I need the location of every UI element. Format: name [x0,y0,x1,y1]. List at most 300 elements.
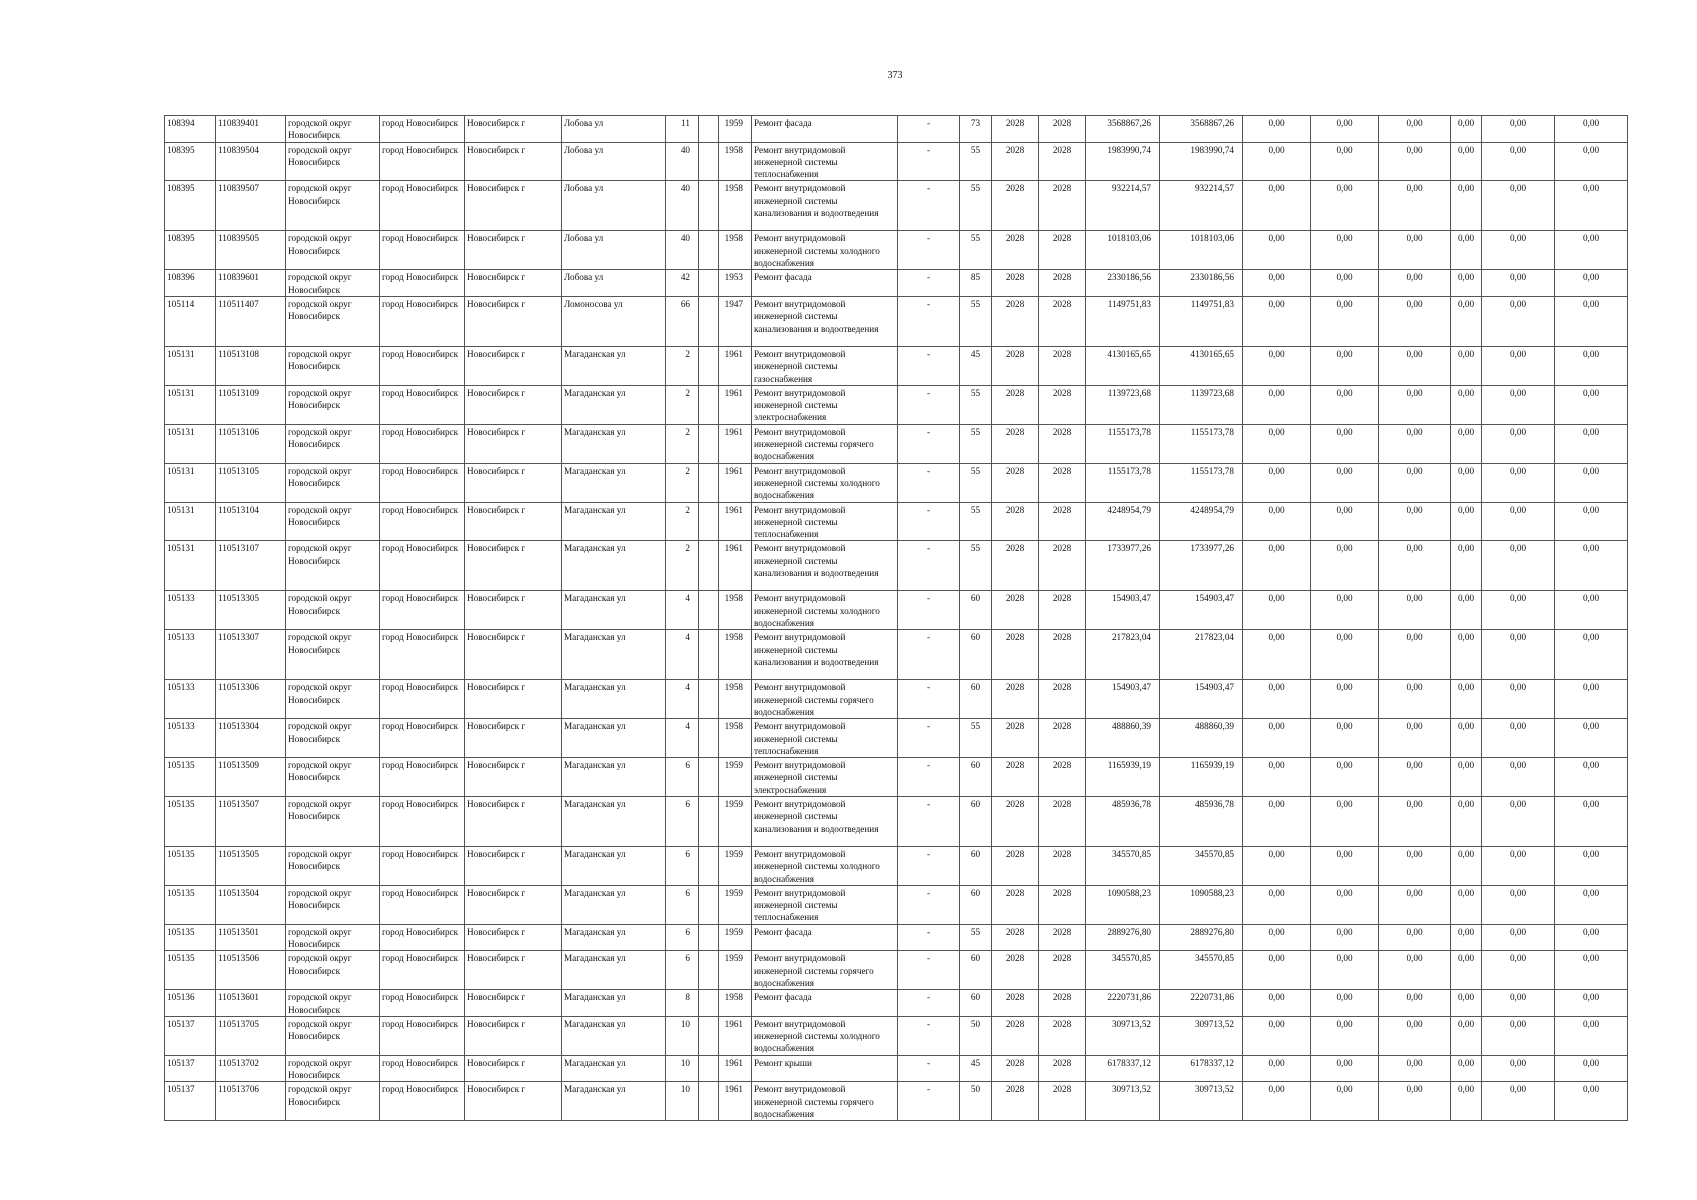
cell-wear-percent: 55 [960,296,992,346]
cell-plan-year-end: 2028 [1039,1055,1086,1082]
cell-municipal-district: городской округ Новосибирск [286,541,380,591]
cell-house-number: 42 [666,270,699,297]
cell-work-type: Ремонт внутридомовой инженерной системы холодного водоснабжения [752,591,898,630]
cell-reserve-funds: 0,00 [1555,885,1628,924]
cell-wear-percent: 60 [960,758,992,797]
cell-owner-funds: 0,00 [1451,346,1482,385]
cell-regional-funds: 0,00 [1311,502,1379,541]
cell-other-funds: 0,00 [1482,719,1555,758]
table-row [165,463,1628,502]
cell-plan-year-end: 2028 [1039,630,1086,680]
cell-building-id: 105131 [165,346,216,385]
cell-building-id: 105135 [165,796,216,846]
cell-regional-funds: 0,00 [1311,630,1379,680]
cell-plan-year-start: 2028 [992,296,1039,346]
cell-build-year: 1961 [719,541,752,591]
cell-regional-funds: 0,00 [1311,270,1379,297]
cell-street: Магаданская ул [562,591,666,630]
cell-settlement: город Новосибирск [380,142,465,181]
cell-total-cost: 488860,39 [1086,719,1160,758]
cell-plan-year-start: 2028 [992,270,1039,297]
cell-other-funds: 0,00 [1482,630,1555,680]
table-row [165,796,1628,846]
cell-building-letter [699,680,719,719]
cell-regional-funds: 0,00 [1311,796,1379,846]
cell-regional-fund-cost: 2220731,86 [1160,990,1243,1017]
table-row [165,502,1628,541]
table-body [165,116,1628,1121]
cell-building-id: 105114 [165,296,216,346]
cell-plan-year-start: 2028 [992,951,1039,990]
cell-other-funds: 0,00 [1482,680,1555,719]
cell-house-number: 6 [666,796,699,846]
cell-building-id: 105133 [165,591,216,630]
cell-build-year: 1959 [719,758,752,797]
cell-street: Магаданская ул [562,951,666,990]
cell-locality: Новосибирск г [465,1055,562,1082]
cell-regional-funds: 0,00 [1311,951,1379,990]
cell-regional-funds: 0,00 [1311,990,1379,1017]
cell-plan-year-start: 2028 [992,424,1039,463]
cell-program-id: 110513108 [216,346,286,385]
cell-street: Магаданская ул [562,885,666,924]
cell-municipal-district: городской округ Новосибирск [286,951,380,990]
cell-building-letter [699,181,719,231]
cell-build-year: 1958 [719,630,752,680]
cell-wear-percent: 45 [960,346,992,385]
cell-municipal-district: городской округ Новосибирск [286,924,380,951]
cell-locality: Новосибирск г [465,270,562,297]
cell-dash: - [898,591,960,630]
cell-plan-year-end: 2028 [1039,116,1086,143]
table-row [165,1082,1628,1121]
cell-build-year: 1961 [719,1055,752,1082]
cell-regional-funds: 0,00 [1311,346,1379,385]
cell-dash: - [898,181,960,231]
cell-wear-percent: 60 [960,951,992,990]
cell-owner-funds: 0,00 [1451,951,1482,990]
cell-house-number: 4 [666,680,699,719]
cell-plan-year-start: 2028 [992,591,1039,630]
cell-regional-funds: 0,00 [1311,758,1379,797]
cell-total-cost: 1139723,68 [1086,385,1160,424]
cell-build-year: 1953 [719,270,752,297]
cell-plan-year-start: 2028 [992,1016,1039,1055]
cell-plan-year-start: 2028 [992,142,1039,181]
cell-regional-funds: 0,00 [1311,142,1379,181]
table-row [165,541,1628,591]
cell-work-type: Ремонт фасада [752,990,898,1017]
cell-municipal-district: городской округ Новосибирск [286,424,380,463]
cell-local-funds: 0,00 [1379,796,1451,846]
cell-house-number: 2 [666,502,699,541]
cell-reserve-funds: 0,00 [1555,680,1628,719]
cell-plan-year-start: 2028 [992,885,1039,924]
cell-work-type: Ремонт внутридомовой инженерной системы канализования и водоотведения [752,296,898,346]
cell-reserve-funds: 0,00 [1555,296,1628,346]
cell-dash: - [898,116,960,143]
cell-municipal-district: городской округ Новосибирск [286,680,380,719]
cell-regional-funds: 0,00 [1311,719,1379,758]
cell-municipal-district: городской округ Новосибирск [286,1055,380,1082]
cell-total-cost: 6178337,12 [1086,1055,1160,1082]
cell-owner-funds: 0,00 [1451,231,1482,270]
cell-build-year: 1958 [719,591,752,630]
cell-federal-funds: 0,00 [1243,846,1311,885]
cell-work-type: Ремонт внутридомовой инженерной системы холодного водоснабжения [752,846,898,885]
cell-building-id: 105135 [165,951,216,990]
cell-plan-year-end: 2028 [1039,424,1086,463]
cell-regional-funds: 0,00 [1311,846,1379,885]
cell-plan-year-end: 2028 [1039,796,1086,846]
cell-work-type: Ремонт внутридомовой инженерной системы горячего водоснабжения [752,680,898,719]
cell-local-funds: 0,00 [1379,346,1451,385]
cell-building-id: 105131 [165,502,216,541]
cell-work-type: Ремонт внутридомовой инженерной системы теплоснабжения [752,885,898,924]
cell-reserve-funds: 0,00 [1555,1016,1628,1055]
cell-reserve-funds: 0,00 [1555,1082,1628,1121]
cell-building-id: 105137 [165,1082,216,1121]
cell-building-id: 105131 [165,424,216,463]
cell-other-funds: 0,00 [1482,951,1555,990]
table-row [165,846,1628,885]
cell-municipal-district: городской округ Новосибирск [286,502,380,541]
cell-local-funds: 0,00 [1379,541,1451,591]
cell-wear-percent: 55 [960,541,992,591]
cell-building-letter [699,270,719,297]
cell-house-number: 2 [666,385,699,424]
cell-locality: Новосибирск г [465,541,562,591]
cell-work-type: Ремонт внутридомовой инженерной системы теплоснабжения [752,502,898,541]
cell-owner-funds: 0,00 [1451,424,1482,463]
cell-locality: Новосибирск г [465,1082,562,1121]
table-row [165,591,1628,630]
cell-regional-fund-cost: 1139723,68 [1160,385,1243,424]
cell-owner-funds: 0,00 [1451,502,1482,541]
cell-locality: Новосибирск г [465,591,562,630]
cell-build-year: 1959 [719,924,752,951]
cell-plan-year-end: 2028 [1039,924,1086,951]
cell-regional-fund-cost: 1149751,83 [1160,296,1243,346]
cell-street: Лобова ул [562,231,666,270]
cell-building-id: 105133 [165,630,216,680]
cell-plan-year-end: 2028 [1039,990,1086,1017]
cell-reserve-funds: 0,00 [1555,385,1628,424]
cell-federal-funds: 0,00 [1243,346,1311,385]
cell-municipal-district: городской округ Новосибирск [286,385,380,424]
cell-building-id: 105137 [165,1016,216,1055]
cell-owner-funds: 0,00 [1451,885,1482,924]
cell-plan-year-end: 2028 [1039,181,1086,231]
cell-settlement: город Новосибирск [380,758,465,797]
cell-reserve-funds: 0,00 [1555,424,1628,463]
cell-owner-funds: 0,00 [1451,1055,1482,1082]
cell-building-letter [699,924,719,951]
cell-settlement: город Новосибирск [380,924,465,951]
cell-other-funds: 0,00 [1482,924,1555,951]
cell-regional-funds: 0,00 [1311,591,1379,630]
cell-reserve-funds: 0,00 [1555,116,1628,143]
table-row [165,181,1628,231]
cell-plan-year-start: 2028 [992,680,1039,719]
cell-locality: Новосибирск г [465,951,562,990]
cell-settlement: город Новосибирск [380,296,465,346]
cell-owner-funds: 0,00 [1451,296,1482,346]
cell-settlement: город Новосибирск [380,1016,465,1055]
cell-total-cost: 1149751,83 [1086,296,1160,346]
cell-reserve-funds: 0,00 [1555,463,1628,502]
cell-municipal-district: городской округ Новосибирск [286,719,380,758]
cell-federal-funds: 0,00 [1243,758,1311,797]
cell-work-type: Ремонт внутридомовой инженерной системы электроснабжения [752,758,898,797]
cell-dash: - [898,630,960,680]
cell-build-year: 1959 [719,885,752,924]
cell-settlement: город Новосибирск [380,719,465,758]
cell-regional-fund-cost: 345570,85 [1160,846,1243,885]
cell-build-year: 1959 [719,951,752,990]
cell-reserve-funds: 0,00 [1555,796,1628,846]
cell-regional-funds: 0,00 [1311,1082,1379,1121]
cell-local-funds: 0,00 [1379,680,1451,719]
cell-municipal-district: городской округ Новосибирск [286,591,380,630]
cell-dash: - [898,796,960,846]
cell-municipal-district: городской округ Новосибирск [286,463,380,502]
cell-locality: Новосибирск г [465,231,562,270]
cell-municipal-district: городской округ Новосибирск [286,758,380,797]
cell-wear-percent: 55 [960,502,992,541]
cell-work-type: Ремонт внутридомовой инженерной системы канализования и водоотведения [752,796,898,846]
cell-wear-percent: 50 [960,1016,992,1055]
cell-work-type: Ремонт внутридомовой инженерной системы холодного водоснабжения [752,231,898,270]
cell-locality: Новосибирск г [465,630,562,680]
cell-other-funds: 0,00 [1482,796,1555,846]
table-row [165,924,1628,951]
cell-settlement: город Новосибирск [380,990,465,1017]
cell-house-number: 40 [666,181,699,231]
cell-other-funds: 0,00 [1482,424,1555,463]
cell-federal-funds: 0,00 [1243,463,1311,502]
cell-building-id: 105133 [165,719,216,758]
cell-regional-fund-cost: 217823,04 [1160,630,1243,680]
cell-owner-funds: 0,00 [1451,541,1482,591]
table-row [165,1016,1628,1055]
cell-house-number: 6 [666,846,699,885]
cell-program-id: 110513306 [216,680,286,719]
cell-total-cost: 932214,57 [1086,181,1160,231]
cell-building-id: 105131 [165,463,216,502]
cell-street: Магаданская ул [562,541,666,591]
cell-municipal-district: городской округ Новосибирск [286,116,380,143]
cell-regional-fund-cost: 488860,39 [1160,719,1243,758]
cell-program-id: 110513307 [216,630,286,680]
cell-house-number: 6 [666,885,699,924]
cell-plan-year-end: 2028 [1039,951,1086,990]
cell-owner-funds: 0,00 [1451,796,1482,846]
cell-other-funds: 0,00 [1482,541,1555,591]
cell-locality: Новосибирск г [465,463,562,502]
table-row [165,680,1628,719]
cell-regional-fund-cost: 4130165,65 [1160,346,1243,385]
cell-street: Магаданская ул [562,990,666,1017]
cell-building-id: 108394 [165,116,216,143]
cell-plan-year-end: 2028 [1039,1082,1086,1121]
cell-regional-funds: 0,00 [1311,296,1379,346]
cell-owner-funds: 0,00 [1451,758,1482,797]
cell-settlement: город Новосибирск [380,630,465,680]
cell-house-number: 2 [666,424,699,463]
cell-regional-funds: 0,00 [1311,424,1379,463]
cell-building-id: 105131 [165,385,216,424]
cell-regional-fund-cost: 4248954,79 [1160,502,1243,541]
cell-dash: - [898,541,960,591]
cell-house-number: 2 [666,346,699,385]
cell-reserve-funds: 0,00 [1555,719,1628,758]
cell-regional-fund-cost: 309713,52 [1160,1082,1243,1121]
cell-federal-funds: 0,00 [1243,1055,1311,1082]
cell-federal-funds: 0,00 [1243,1082,1311,1121]
cell-build-year: 1961 [719,346,752,385]
cell-dash: - [898,924,960,951]
cell-building-id: 105135 [165,846,216,885]
cell-building-letter [699,231,719,270]
cell-dash: - [898,885,960,924]
cell-dash: - [898,424,960,463]
cell-local-funds: 0,00 [1379,116,1451,143]
cell-owner-funds: 0,00 [1451,116,1482,143]
cell-local-funds: 0,00 [1379,463,1451,502]
cell-total-cost: 345570,85 [1086,951,1160,990]
table-row [165,270,1628,297]
cell-program-id: 110839507 [216,181,286,231]
cell-dash: - [898,270,960,297]
cell-locality: Новосибирск г [465,719,562,758]
cell-local-funds: 0,00 [1379,142,1451,181]
cell-total-cost: 345570,85 [1086,846,1160,885]
cell-reserve-funds: 0,00 [1555,846,1628,885]
cell-federal-funds: 0,00 [1243,924,1311,951]
cell-locality: Новосибирск г [465,796,562,846]
cell-other-funds: 0,00 [1482,270,1555,297]
cell-settlement: город Новосибирск [380,1055,465,1082]
table-row [165,951,1628,990]
table-row [165,231,1628,270]
table-row [165,719,1628,758]
cell-build-year: 1959 [719,846,752,885]
cell-settlement: город Новосибирск [380,591,465,630]
cell-dash: - [898,846,960,885]
cell-settlement: город Новосибирск [380,270,465,297]
cell-federal-funds: 0,00 [1243,630,1311,680]
cell-building-letter [699,424,719,463]
cell-building-letter [699,142,719,181]
cell-locality: Новосибирск г [465,846,562,885]
cell-locality: Новосибирск г [465,680,562,719]
cell-locality: Новосибирск г [465,181,562,231]
cell-work-type: Ремонт внутридомовой инженерной системы горячего водоснабжения [752,951,898,990]
cell-regional-fund-cost: 485936,78 [1160,796,1243,846]
table-row [165,142,1628,181]
cell-building-id: 105137 [165,1055,216,1082]
cell-regional-fund-cost: 154903,47 [1160,591,1243,630]
cell-building-letter [699,719,719,758]
cell-local-funds: 0,00 [1379,846,1451,885]
cell-total-cost: 4130165,65 [1086,346,1160,385]
cell-house-number: 10 [666,1016,699,1055]
cell-federal-funds: 0,00 [1243,385,1311,424]
cell-plan-year-start: 2028 [992,924,1039,951]
cell-plan-year-start: 2028 [992,346,1039,385]
cell-building-letter [699,951,719,990]
cell-federal-funds: 0,00 [1243,990,1311,1017]
cell-house-number: 2 [666,463,699,502]
cell-plan-year-end: 2028 [1039,1016,1086,1055]
cell-municipal-district: городской округ Новосибирск [286,990,380,1017]
cell-building-id: 108395 [165,181,216,231]
cell-wear-percent: 60 [960,680,992,719]
cell-federal-funds: 0,00 [1243,142,1311,181]
cell-building-letter [699,758,719,797]
cell-plan-year-start: 2028 [992,796,1039,846]
cell-other-funds: 0,00 [1482,591,1555,630]
cell-federal-funds: 0,00 [1243,424,1311,463]
cell-regional-funds: 0,00 [1311,116,1379,143]
cell-local-funds: 0,00 [1379,719,1451,758]
cell-owner-funds: 0,00 [1451,270,1482,297]
cell-total-cost: 1983990,74 [1086,142,1160,181]
cell-wear-percent: 73 [960,116,992,143]
cell-other-funds: 0,00 [1482,1082,1555,1121]
cell-dash: - [898,719,960,758]
cell-regional-fund-cost: 932214,57 [1160,181,1243,231]
cell-regional-funds: 0,00 [1311,1016,1379,1055]
cell-house-number: 4 [666,630,699,680]
table-row [165,346,1628,385]
cell-regional-funds: 0,00 [1311,541,1379,591]
cell-building-letter [699,1016,719,1055]
cell-plan-year-end: 2028 [1039,502,1086,541]
cell-federal-funds: 0,00 [1243,591,1311,630]
cell-plan-year-end: 2028 [1039,385,1086,424]
cell-settlement: город Новосибирск [380,385,465,424]
cell-street: Магаданская ул [562,1082,666,1121]
cell-other-funds: 0,00 [1482,990,1555,1017]
cell-plan-year-end: 2028 [1039,719,1086,758]
cell-wear-percent: 55 [960,424,992,463]
cell-total-cost: 217823,04 [1086,630,1160,680]
cell-total-cost: 309713,52 [1086,1016,1160,1055]
cell-dash: - [898,346,960,385]
cell-build-year: 1961 [719,502,752,541]
cell-other-funds: 0,00 [1482,346,1555,385]
cell-work-type: Ремонт внутридомовой инженерной системы электроснабжения [752,385,898,424]
table-row [165,990,1628,1017]
cell-reserve-funds: 0,00 [1555,924,1628,951]
cell-regional-fund-cost: 1090588,23 [1160,885,1243,924]
cell-program-id: 110839505 [216,231,286,270]
cell-total-cost: 1018103,06 [1086,231,1160,270]
cell-program-id: 110513106 [216,424,286,463]
cell-regional-fund-cost: 2889276,80 [1160,924,1243,951]
cell-dash: - [898,463,960,502]
cell-plan-year-start: 2028 [992,990,1039,1017]
cell-plan-year-start: 2028 [992,1055,1039,1082]
table-row [165,1055,1628,1082]
cell-wear-percent: 60 [960,846,992,885]
cell-other-funds: 0,00 [1482,385,1555,424]
cell-municipal-district: городской округ Новосибирск [286,885,380,924]
cell-regional-fund-cost: 345570,85 [1160,951,1243,990]
cell-wear-percent: 55 [960,924,992,951]
